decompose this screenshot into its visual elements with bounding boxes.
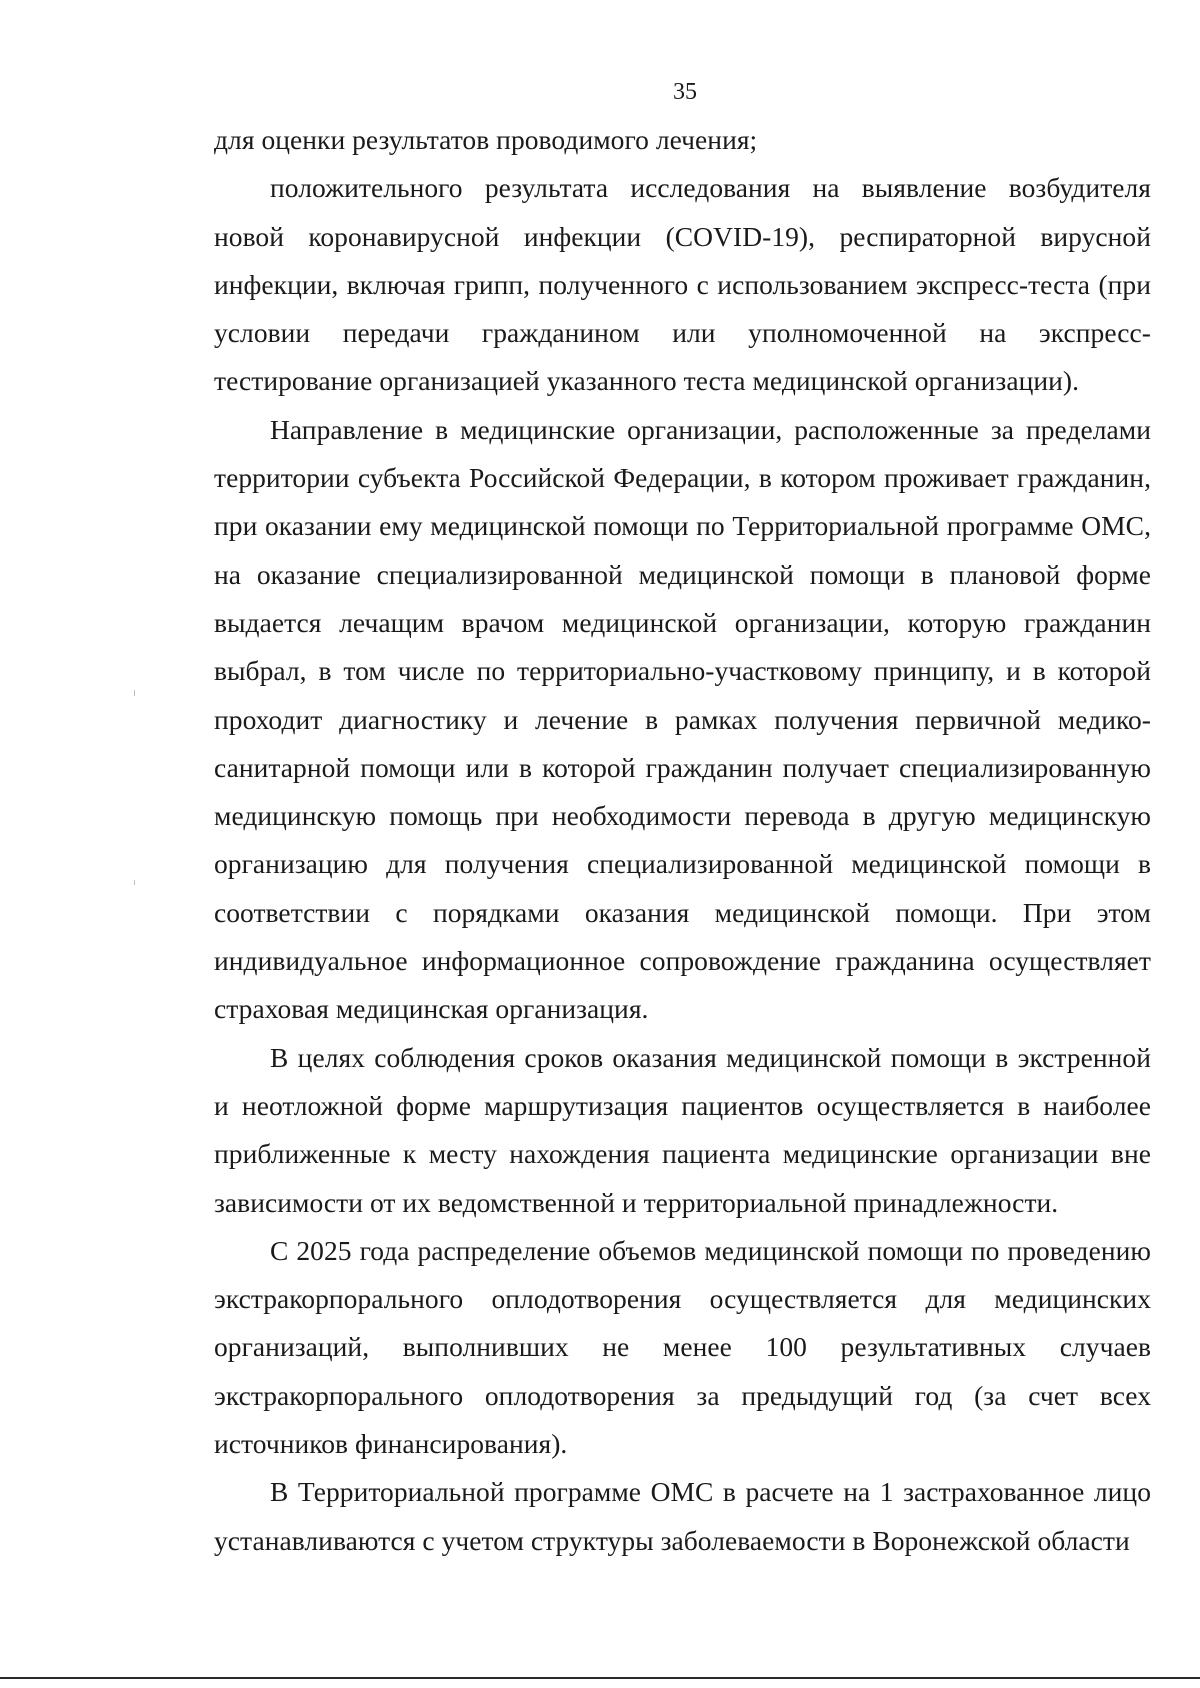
scan-bottom-edge bbox=[0, 1677, 1200, 1679]
paragraph-covid-test: положительного результата исследования на выявление возбудителя новой коронавирусной инфекции (COVID-19), респираторной вирусной инфекции, включая грипп, полученного с использованием экспресс-теста (при условии передачи гражданином или уполномоченной на экспресс-тестирование организацией указанного теста медицинской организации). bbox=[214, 172, 1151, 397]
paragraph-continuation: для оценки результатов проводимого лечения; bbox=[214, 124, 758, 155]
page-number: 35 bbox=[673, 79, 697, 105]
scan-mark-left bbox=[134, 690, 135, 696]
scan-mark-left-lower bbox=[134, 880, 135, 885]
paragraph-territorial-program: В Территориальной программе ОМС в расчете на 1 застрахованное лицо устанавливаются с учетом структуры заболеваемости в Воронежской области bbox=[214, 1476, 1151, 1556]
paragraph-ivf-distribution: С 2025 года распределение объемов медицинской помощи по проведению экстракорпорального оплодотворения осуществляется для медицинских организаций, выполнивших не менее 100 результативных случаев экстракорпорального оплодотворения за предыдущий год (за счет всех источников финансирования). bbox=[214, 1234, 1151, 1460]
document-body bbox=[214, 116, 1151, 1565]
paragraph-referral: Направление в медицинские организации, расположенные за пределами территории субъекта Российской Федерации, в котором проживает гражданин, при оказании ему медицинской помощи по Территориальной программе ОМС, на оказание специализированной медицинской помощи в плановой форме выдается лечащим врачом медицинской организации, которую гражданин выбрал, в том числе по территориально-участковому принципу, и в которой проходит диагностику и лечение в рамках получения первичной медико-санитарной помощи или в которой гражданин получает специализированную медицинскую помощь при необходимости перевода в другую медицинскую организацию для получения специализированной медицинской помощи в соответствии с порядками оказания медицинской помощи. При этом индивидуальное информационное сопровождение гражданина осуществляет страховая медицинская организация. bbox=[214, 413, 1151, 1025]
paragraph-emergency-routing: В целях соблюдения сроков оказания медицинской помощи в экстренной и неотложной форме маршрутизация пациентов осуществляется в наиболее приближенные к месту нахождения пациента медицинские организации вне зависимости от их ведомственной и территориальной принадлежности. bbox=[214, 1041, 1151, 1218]
